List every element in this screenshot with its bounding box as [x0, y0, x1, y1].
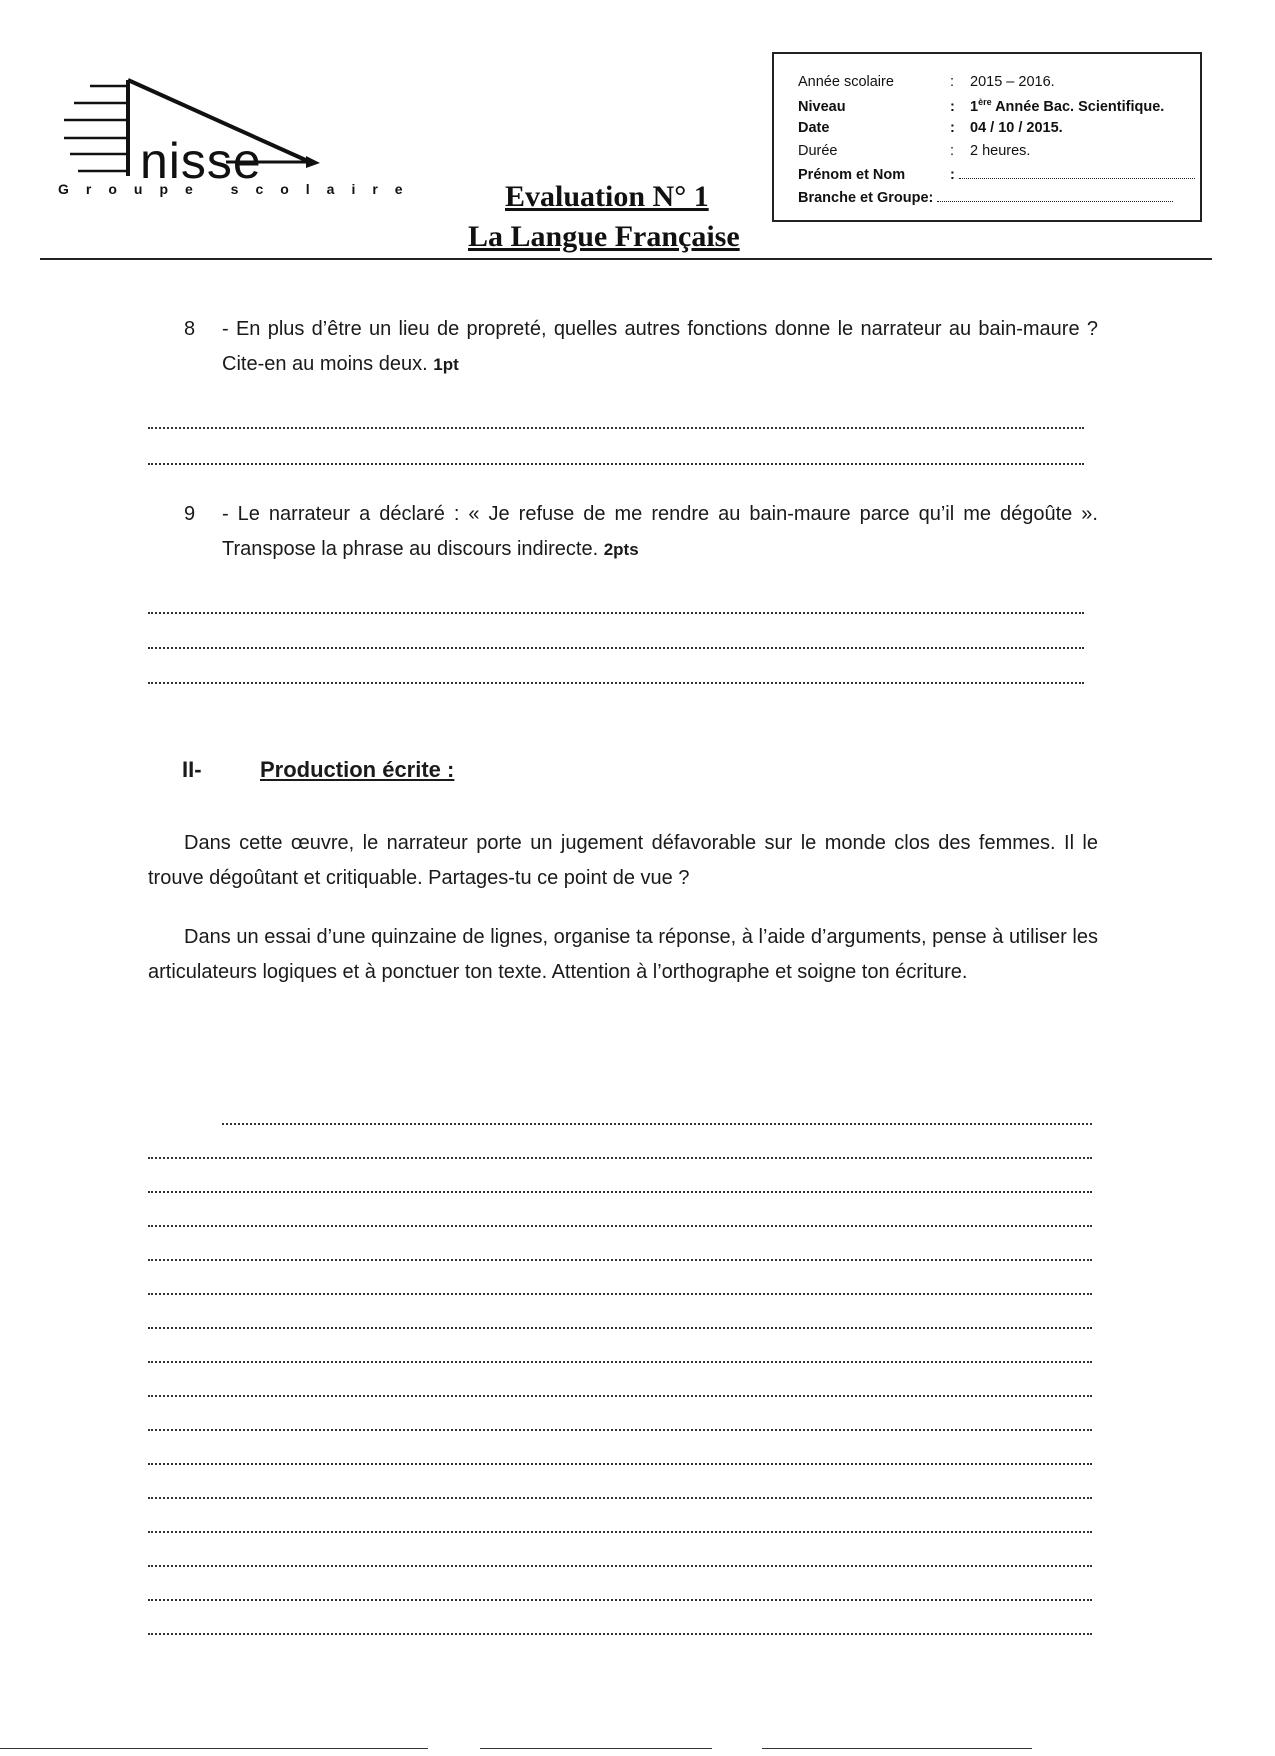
- writing-line[interactable]: [148, 1395, 1092, 1397]
- info-name-row: [798, 166, 1195, 183]
- info-branch-row: [798, 189, 1173, 206]
- writing-line[interactable]: [148, 1157, 1092, 1159]
- instruction-paragraph: [148, 826, 1098, 896]
- writing-line[interactable]: [148, 1599, 1092, 1601]
- branch-field[interactable]: [937, 189, 1173, 202]
- footer-line: [0, 1748, 428, 1749]
- footer-line: [762, 1748, 1032, 1749]
- name-field[interactable]: [959, 166, 1195, 179]
- instruction-paragraph: [148, 920, 1098, 990]
- question-body: - En plus d’être un lieu de propreté, quelles autres fonctions donne le narrateur au bain-maure ? Cite-en au moins deux.: [222, 318, 1098, 375]
- logo-name: nisse: [140, 133, 262, 189]
- question-number: 9: [184, 503, 196, 525]
- level-sup: ère: [978, 97, 992, 107]
- branch-label: Branche et Groupe: [798, 190, 929, 206]
- writing-line[interactable]: [148, 1225, 1092, 1227]
- level-value: Année Bac. Scientifique.: [991, 98, 1165, 115]
- section-number: II-: [182, 757, 202, 782]
- page-title: Evaluation N° 1: [505, 180, 709, 213]
- writing-line[interactable]: [148, 1327, 1092, 1329]
- separator: :: [928, 190, 934, 206]
- header-divider: [40, 258, 1212, 260]
- separator: :: [950, 120, 955, 136]
- writing-line[interactable]: [148, 1293, 1092, 1295]
- question-points: 1pt: [433, 355, 459, 374]
- answer-line[interactable]: [148, 682, 1084, 684]
- writing-line[interactable]: [148, 1633, 1092, 1635]
- logo-subtitle: Groupe scolaire: [58, 181, 420, 197]
- question-body: - Le narrateur a déclaré : « Je refuse de me rendre au bain-maure parce qu’il me dégoûte ». Transpose la phrase au discours indirecte.: [222, 503, 1098, 560]
- separator: :: [950, 98, 955, 115]
- writing-line[interactable]: [148, 1361, 1092, 1363]
- level-prefix: 1: [970, 98, 979, 115]
- exam-info-box: [772, 52, 1202, 222]
- year-label: Année scolaire: [798, 74, 894, 90]
- info-year-row: [798, 74, 1055, 90]
- question-text: [222, 497, 1098, 567]
- duration-value: 2 heures.: [970, 143, 1031, 159]
- separator: :: [950, 143, 955, 159]
- name-label: Prénom et Nom: [798, 167, 906, 183]
- duration-label: Durée: [798, 143, 838, 159]
- paragraph-text: Dans un essai d’une quinzaine de lignes, organise ta réponse, à l’aide d’arguments, pense à utiliser les articulateurs logiques et à ponctuer ton texte. Attention à l’orthographe et soigne ton écriture.: [148, 926, 1098, 983]
- answer-line[interactable]: [148, 463, 1084, 465]
- school-logo: [58, 76, 420, 197]
- writing-line[interactable]: [222, 1123, 1092, 1125]
- answer-line[interactable]: [148, 612, 1084, 614]
- question-points: 2pts: [603, 540, 639, 559]
- info-level-row: [798, 97, 1164, 115]
- year-value: 2015 – 2016.: [970, 74, 1055, 90]
- answer-line[interactable]: [148, 427, 1084, 429]
- section-title: Production écrite :: [260, 757, 455, 782]
- writing-line[interactable]: [148, 1429, 1092, 1431]
- page-subtitle: La Langue Française: [468, 220, 740, 253]
- writing-line[interactable]: [148, 1259, 1092, 1261]
- footer-line: [480, 1748, 712, 1749]
- writing-line[interactable]: [148, 1463, 1092, 1465]
- writing-line[interactable]: [148, 1497, 1092, 1499]
- question-text: [222, 312, 1098, 382]
- writing-line[interactable]: [148, 1531, 1092, 1533]
- separator: :: [950, 167, 955, 183]
- writing-line[interactable]: [148, 1565, 1092, 1567]
- paragraph-text: Dans cette œuvre, le narrateur porte un jugement défavorable sur le monde clos des femmes. Il le trouve dégoûtant et critiquable. Partages-tu ce point de vue ?: [148, 832, 1098, 889]
- date-label: Date: [798, 120, 830, 136]
- question-number: 8: [184, 318, 196, 340]
- date-value: 04 / 10 / 2015.: [970, 120, 1063, 136]
- separator: :: [950, 74, 955, 90]
- writing-line[interactable]: [148, 1191, 1092, 1193]
- level-label: Niveau: [798, 98, 846, 115]
- info-duration-row: [798, 143, 1030, 159]
- info-date-row: [798, 120, 1063, 136]
- answer-line[interactable]: [148, 647, 1084, 649]
